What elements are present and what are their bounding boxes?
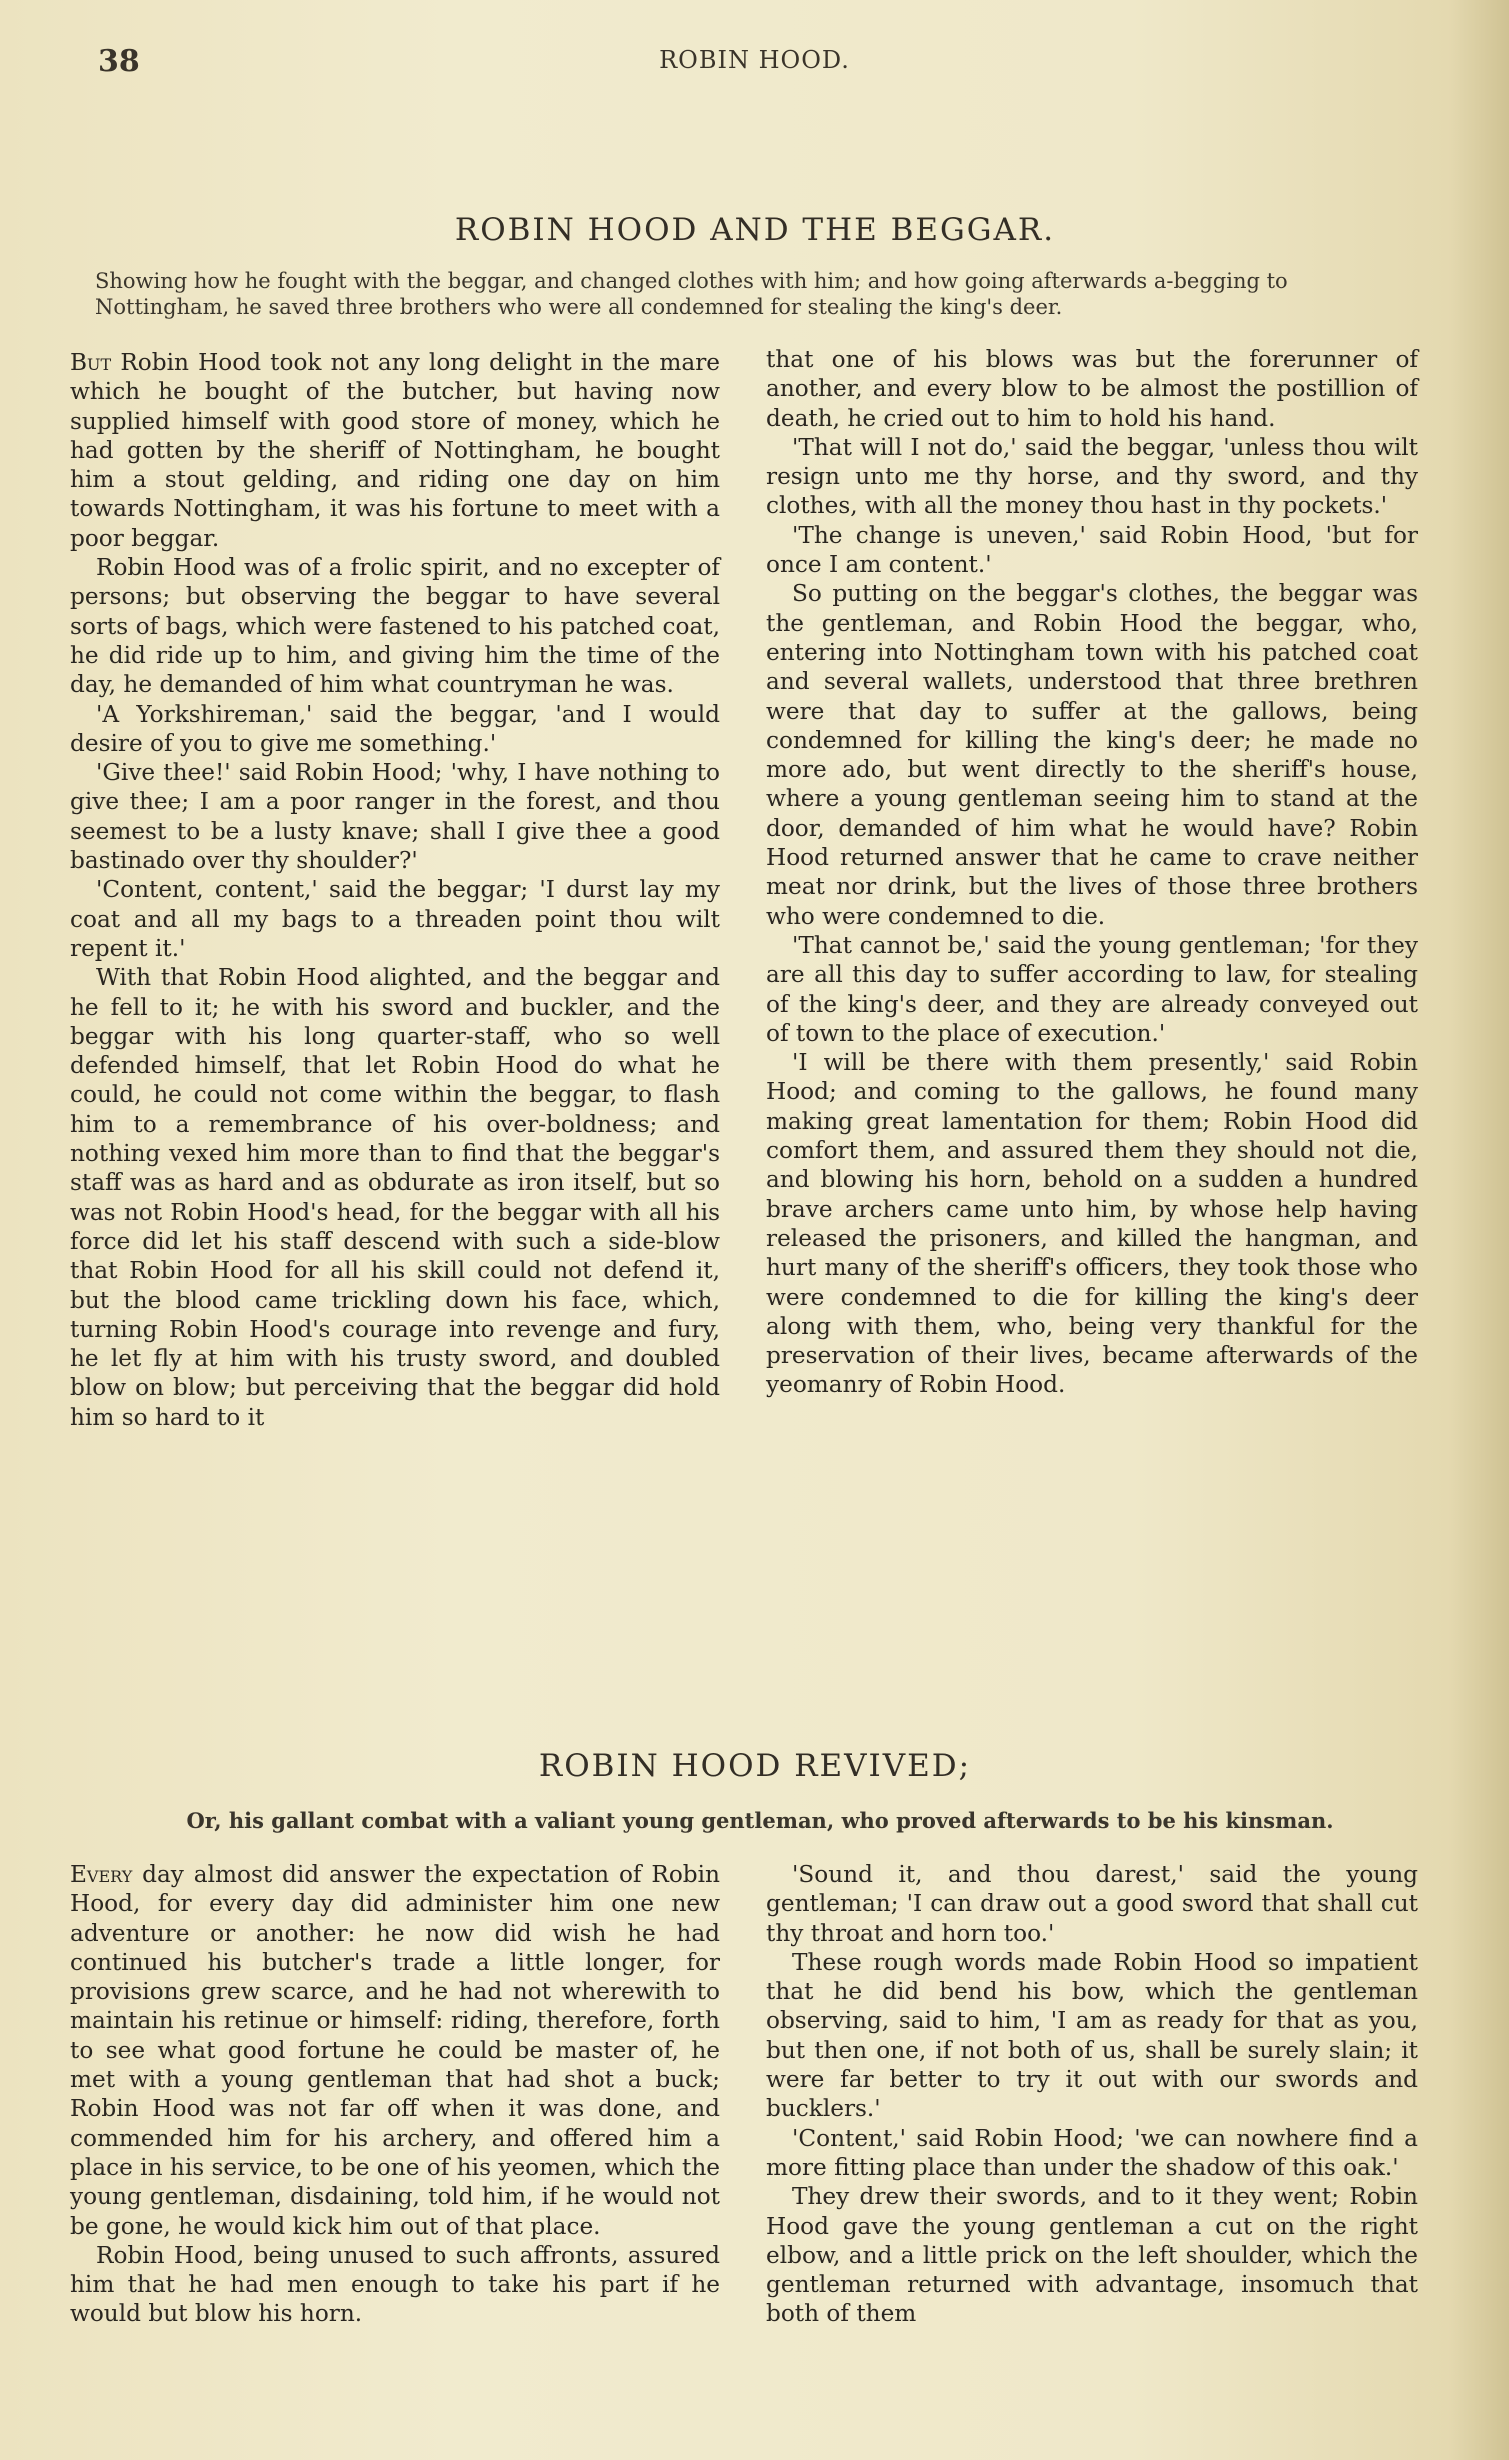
paragraph-text: day almost did answer the expectation of Robin Hood, for every day did administer him one new adventure or another: he now did wish he had continued his butcher's trade a little longer, for provisions grew scarce, and he had not wherewith to maintain his retinue or himself: riding, therefore, forth to see what good fortune he could be master of, he met with a young gentleman that had shot a buck; Robin Hood was not far off when it was done, and commended him for his archery, and offered him a place in his service, to be one of his yeomen, which the young gentleman, disdaining, told him, if he would not be gone, he would kick him out of that place. xyxy=(70,1861,720,2240)
paragraph: 'That cannot be,' said the young gentleman; 'for they are all this day to suffer according to law, for stealing of the king's deer, and they are already conveyed out of town to the place of execution.' xyxy=(766,931,1418,1047)
running-title: ROBIN HOOD. xyxy=(659,46,850,74)
paragraph: 'The change is uneven,' said Robin Hood, 'but for once I am content.' xyxy=(766,521,1418,579)
paragraph: Robin Hood was of a frolic spirit, and no excepter of persons; but observing the beggar to have several sorts of bags, which were fastened to his patched coat, he did ride up to him, and giving him the time of the day, he demanded of him what countryman he was. xyxy=(70,554,720,699)
section-subtitle-beggar: Showing how he fought with the beggar, and changed clothes with him; and how going afterwards a-begging to Nottingham, he saved three brothers who were all condemned for stealing the king's deer. xyxy=(95,269,1288,319)
paragraph: 'A Yorkshireman,' said the beggar, 'and I would desire of you to give me something.' xyxy=(70,700,720,757)
paragraph-text: Robin Hood took not any long delight in the mare which he bought of the butcher, but having now supplied himself with good store of money, which he had gotten by the sheriff of Nottingham, he bought him a stout gelding, and riding one day on him towards Nottingham, it was his fortune to meet with a poor beggar. xyxy=(70,349,720,552)
paragraph: They drew their swords, and to it they went; Robin Hood gave the young gentleman a cut on the right elbow, and a little prick on the left shoulder, which the gentleman returned with advantage, insomuch that both of them xyxy=(766,2183,1418,2328)
paragraph: Robin Hood, being unused to such affronts, assured him that he had men enough to take his part if he would but blow his horn. xyxy=(70,2241,720,2328)
paragraph: So putting on the beggar's clothes, the beggar was the gentleman, and Robin Hood the beggar, who, entering into Nottingham town with his patched coat and several wallets, understood that three brethren were that day to suffer at the gallows, being condemned for killing the king's deer; he made no more ado, but went directly to the sheriff's house, where a young gentleman seeing him to stand at the door, demanded of him what he would have? Robin Hood returned answer that he came to crave neither meat nor drink, but the lives of those three brothers who were condemned to die. xyxy=(766,580,1418,930)
column-left-beggar xyxy=(70,348,720,1432)
paragraph: 'Content, content,' said the beggar; 'I durst lay my coat and all my bags to a threaden point thou wilt repent it.' xyxy=(70,876,720,962)
column-right-revived xyxy=(766,1860,1418,2329)
paragraph: 'I will be there with them presently,' said Robin Hood; and coming to the gallows, he found many making great lamentation for them; Robin Hood did comfort them, and assured them they should not die, and blowing his horn, behold on a sudden a hundred brave archers came unto him, by whose help having released the prisoners, and killed the hangman, and hurt many of the sheriff's officers, they took those who were condemned to die for killing the king's deer along with them, who, being very thankful for the preservation of their lives, became afterwards of the yeomanry of Robin Hood. xyxy=(766,1049,1418,1399)
section-subtitle-revived: Or, his gallant combat with a valiant young gentleman, who proved afterwards to be his kinsman. xyxy=(186,1808,1334,1833)
section-title-revived: ROBIN HOOD REVIVED; xyxy=(538,1748,972,1784)
paragraph: that one of his blows was but the forerunner of another, and every blow to be almost the postillion of death, he cried out to him to hold his hand. xyxy=(766,346,1418,432)
column-left-revived xyxy=(70,1860,720,2329)
drop-word: Every xyxy=(70,1861,133,1888)
paragraph: 'That will I not do,' said the beggar, 'unless thou wilt resign unto me thy horse, and thy sword, and thy clothes, with all the money thou hast in thy pockets.' xyxy=(766,433,1418,520)
paragraph: 'Sound it, and thou darest,' said the young gentleman; 'I can draw out a good sword that shall cut thy throat and horn too.' xyxy=(766,1861,1418,1947)
paragraph: 'Content,' said Robin Hood; 'we can nowhere find a more fitting place than under the shadow of this oak.' xyxy=(766,2124,1418,2181)
paragraph: 'Give thee!' said Robin Hood; 'why, I have nothing to give thee; I am a poor ranger in the forest, and thou seemest to be a lusty knave; shall I give thee a good bastinado over thy shoulder?' xyxy=(70,759,720,875)
paragraph: With that Robin Hood alighted, and the beggar and he fell to it; he with his sword and buckler, and the beggar with his long quarter-staff, who so well defended himself, that let Robin Hood do what he could, he could not come within the beggar, to flash him to a remembrance of his over-boldness; and nothing vexed him more than to find that the beggar's staff was as hard and as obdurate as iron itself, but so was not Robin Hood's head, for the beggar with all his force did let his staff descend with such a side-blow that Robin Hood for all his skill could not defend it, but the blood came trickling down his face, which, turning Robin Hood's courage into revenge and fury, he let fly at him with his trusty sword, and doubled blow on blow; but perceiving that the beggar did hold him so hard to it xyxy=(70,964,720,1431)
paragraph: These rough words made Robin Hood so impatient that he did bend his bow, which the gentleman observing, said to him, 'I am as ready for that as you, but then one, if not both of us, shall be surely slain; it were far better to try it out with our swords and bucklers.' xyxy=(766,1948,1418,2123)
drop-word: But xyxy=(70,349,112,376)
column-right-beggar xyxy=(766,345,1418,1400)
page-number: 38 xyxy=(98,44,140,79)
section-title-beggar: ROBIN HOOD AND THE BEGGAR. xyxy=(454,212,1056,248)
paragraph xyxy=(70,348,720,553)
paragraph xyxy=(70,1860,720,2241)
